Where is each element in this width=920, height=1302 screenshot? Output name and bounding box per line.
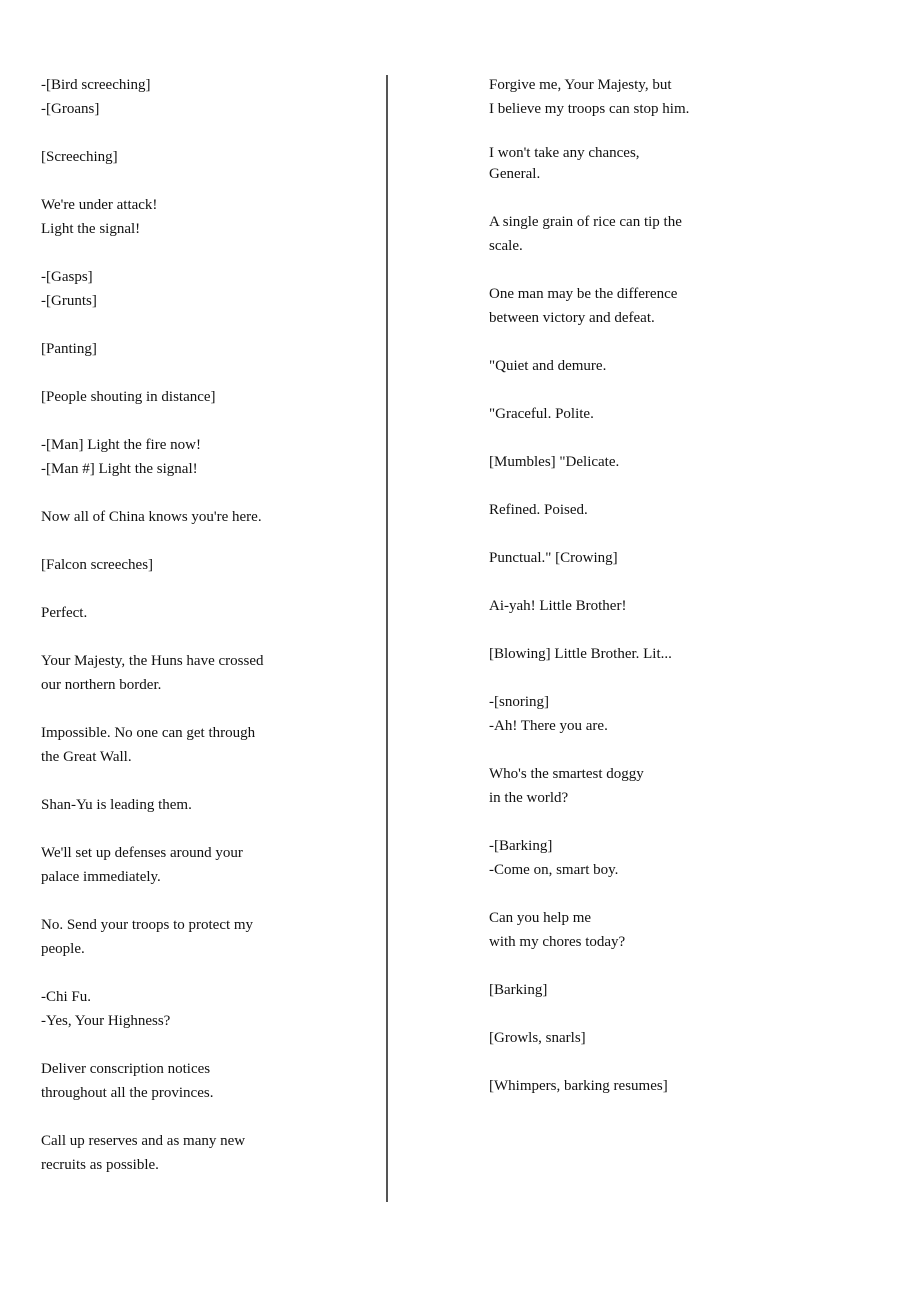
right-column [489, 73, 849, 1098]
subtitle-block [489, 73, 849, 121]
subtitle-line: We're under attack! [41, 197, 158, 213]
block-gap [489, 1050, 849, 1074]
block-gap [489, 810, 849, 834]
subtitle-line: [Growls, snarls] [489, 1030, 586, 1046]
block-gap [489, 618, 849, 642]
block-gap [489, 738, 849, 762]
block-gap [489, 378, 849, 402]
block-gap [41, 625, 361, 649]
subtitle-line: Perfect. [41, 605, 88, 621]
subtitle-line: Refined. Poised. [489, 502, 588, 518]
subtitle-line: -[Man] Light the fire now! [41, 437, 201, 453]
subtitle-line: palace immediately. [41, 869, 161, 885]
block-gap [489, 1002, 849, 1026]
subtitle-line: [Panting] [41, 341, 97, 357]
subtitle-line: -Ah! There you are. [489, 718, 608, 734]
subtitle-line: One man may be the difference [489, 286, 678, 302]
subtitle-block [489, 546, 849, 570]
block-gap [489, 882, 849, 906]
left-column [41, 73, 361, 1177]
block-gap [41, 169, 361, 193]
subtitle-block [41, 601, 361, 625]
block-gap [41, 577, 361, 601]
subtitle-block [489, 594, 849, 618]
subtitle-line: Ai-yah! Little Brother! [489, 598, 627, 614]
subtitle-block [489, 762, 849, 810]
subtitle-line: [Blowing] Little Brother. Lit... [489, 646, 672, 662]
subtitle-line: "Quiet and demure. [489, 358, 607, 374]
subtitle-line: Shan-Yu is leading them. [41, 797, 192, 813]
subtitle-block [489, 354, 849, 378]
subtitle-line: I believe my troops can stop him. [489, 101, 690, 117]
block-gap [41, 121, 361, 145]
subtitle-block [41, 145, 361, 169]
subtitle-line: in the world? [489, 790, 569, 806]
block-gap [41, 409, 361, 433]
subtitle-block [489, 1026, 849, 1050]
block-gap [41, 1105, 361, 1129]
subtitle-block [41, 985, 361, 1033]
subtitle-block [41, 1129, 361, 1177]
subtitle-line: I won't take any chances, [489, 145, 640, 161]
subtitle-block [41, 553, 361, 577]
subtitle-block [489, 690, 849, 738]
subtitle-line: -[Groans] [41, 101, 100, 117]
subtitle-block [41, 193, 361, 241]
subtitle-line: people. [41, 941, 85, 957]
subtitle-line: scale. [489, 238, 523, 254]
subtitle-line: A single grain of rice can tip the [489, 214, 682, 230]
subtitle-line: General. [489, 166, 541, 182]
subtitle-block [41, 385, 361, 409]
block-gap [41, 241, 361, 265]
subtitle-block [489, 402, 849, 426]
subtitle-line: -[Gasps] [41, 269, 93, 285]
block-gap [41, 769, 361, 793]
subtitle-line: [People shouting in distance] [41, 389, 216, 405]
subtitle-line: Can you help me [489, 910, 592, 926]
block-gap [489, 121, 849, 145]
subtitle-line: -Come on, smart boy. [489, 862, 619, 878]
block-gap [489, 570, 849, 594]
block-gap [489, 186, 849, 210]
block-gap [41, 889, 361, 913]
subtitle-line: [Falcon screeches] [41, 557, 154, 573]
subtitle-line: recruits as possible. [41, 1157, 159, 1173]
subtitle-block [489, 282, 849, 330]
subtitle-block [489, 906, 849, 954]
subtitle-block [41, 793, 361, 817]
subtitle-line: -[Grunts] [41, 293, 97, 309]
subtitle-line: [Mumbles] "Delicate. [489, 454, 620, 470]
subtitle-line: throughout all the provinces. [41, 1085, 214, 1101]
block-gap [489, 522, 849, 546]
subtitle-block [489, 1074, 849, 1098]
subtitle-line: -Yes, Your Highness? [41, 1013, 171, 1029]
subtitle-line: Your Majesty, the Huns have crossed [41, 653, 264, 669]
subtitle-line: "Graceful. Polite. [489, 406, 594, 422]
subtitle-line: Punctual." [Crowing] [489, 550, 618, 566]
block-gap [489, 954, 849, 978]
block-gap [41, 481, 361, 505]
block-gap [489, 330, 849, 354]
block-gap [489, 258, 849, 282]
subtitle-block [41, 721, 361, 769]
subtitle-line: Who's the smartest doggy [489, 766, 644, 782]
subtitle-block [489, 210, 849, 258]
subtitle-block [41, 1057, 361, 1105]
subtitle-line: Impossible. No one can get through [41, 725, 256, 741]
subtitle-block [41, 649, 361, 697]
subtitle-line: -[Bird screeching] [41, 77, 151, 93]
subtitle-line: Light the signal! [41, 221, 141, 237]
column-divider [386, 75, 388, 1202]
subtitle-block [489, 498, 849, 522]
block-gap [489, 426, 849, 450]
block-gap [489, 474, 849, 498]
subtitle-block [41, 433, 361, 481]
block-gap [41, 961, 361, 985]
subtitle-block [41, 841, 361, 889]
block-gap [41, 529, 361, 553]
subtitle-line: We'll set up defenses around your [41, 845, 243, 861]
subtitle-line: -Chi Fu. [41, 989, 92, 1005]
subtitle-line: Now all of China knows you're here. [41, 509, 262, 525]
subtitle-line: the Great Wall. [41, 749, 132, 765]
subtitle-block [41, 73, 361, 121]
block-gap [489, 666, 849, 690]
block-gap [41, 817, 361, 841]
subtitle-line: with my chores today? [489, 934, 626, 950]
subtitle-line: -[snoring] [489, 694, 549, 710]
subtitle-block [489, 450, 849, 474]
subtitle-line: Forgive me, Your Majesty, but [489, 77, 672, 93]
block-gap [41, 313, 361, 337]
subtitle-line: [Whimpers, barking resumes] [489, 1078, 668, 1094]
subtitle-line: [Barking] [489, 982, 548, 998]
subtitle-line: our northern border. [41, 677, 162, 693]
subtitle-line: Deliver conscription notices [41, 1061, 211, 1077]
subtitle-block [489, 834, 849, 882]
subtitle-block [489, 978, 849, 1002]
subtitle-line: Call up reserves and as many new [41, 1133, 246, 1149]
subtitle-line: No. Send your troops to protect my [41, 917, 254, 933]
block-gap [41, 361, 361, 385]
subtitle-block [41, 337, 361, 361]
block-gap [41, 1033, 361, 1057]
subtitle-line: -[Man #] Light the signal! [41, 461, 198, 477]
subtitle-block [489, 145, 849, 186]
subtitle-block [41, 265, 361, 313]
subtitle-block [489, 642, 849, 666]
subtitle-line: between victory and defeat. [489, 310, 655, 326]
subtitle-line: [Screeching] [41, 149, 118, 165]
subtitle-block [41, 505, 361, 529]
block-gap [41, 697, 361, 721]
subtitle-block [41, 913, 361, 961]
subtitle-line: -[Barking] [489, 838, 553, 854]
